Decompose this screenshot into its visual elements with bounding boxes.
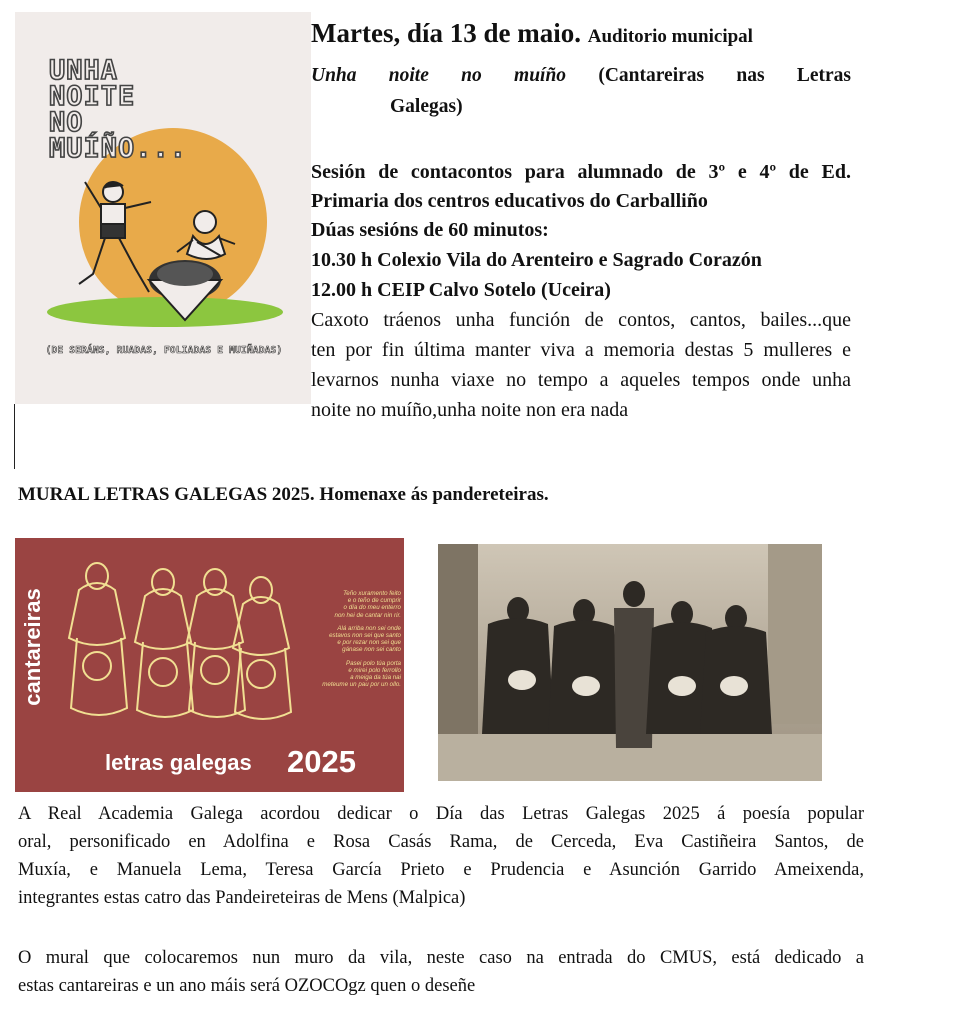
- event-about-line: noite no muíño,unha noite non era nada: [311, 399, 629, 421]
- poster2-year: 2025: [287, 744, 356, 779]
- poster1-title-line: NOITE: [49, 81, 136, 112]
- singer-figure-1: [69, 563, 127, 715]
- article-line: integrantes estas catro das Pandeireteiras de Mens (Malpica): [18, 888, 466, 908]
- verse-line: meteume un pau por un ollo.: [322, 681, 401, 689]
- divider-line: [14, 404, 15, 469]
- event-about-line: ten por fin última manter viva a memoria destas 5 mulleres e: [311, 339, 851, 361]
- article-line: estas cantareiras e un ano máis será OZOCOgz quen o deseñe: [18, 976, 476, 996]
- grass-ellipse: [47, 297, 283, 327]
- poster2-vertical-text: cantareiras: [20, 588, 45, 706]
- event-date-line: [311, 18, 753, 49]
- article-line: A Real Academia Galega acordou dedicar o Día das Letras Galegas 2025 á poesía popular: [18, 804, 864, 824]
- verse-line: estavos non sei que santo: [329, 632, 401, 640]
- event-sessions-heading: Dúas sesións de 60 minutos:: [311, 219, 549, 241]
- poster2-verses: [273, 590, 401, 688]
- event-about-line: Caxoto tráenos unha función de contos, cantos, bailes...que: [311, 309, 851, 331]
- verse-line: Alá arriba non sei onde: [337, 624, 401, 632]
- poster1-title-line: UNHA: [49, 55, 119, 86]
- event-venue: Auditorio municipal: [587, 26, 753, 47]
- article-line: O mural que colocaremos nun muro da vila, neste caso na entrada do CMUS, está dedicado a: [18, 948, 864, 968]
- verse-line: e o teño de cumprir: [347, 597, 401, 605]
- poster1-footer: (DE SERÁNS, RUADAS, FOLIADAS E MUIÑADAS): [45, 345, 283, 356]
- event-about-line: levarnos nunha viaxe no tempo a aqueles tempos onde unha: [311, 369, 851, 391]
- show-title: Unha noite no muíño: [311, 65, 567, 86]
- event-session-1: 10.30 h Colexio Vila do Arenteiro e Sagrado Corazón: [311, 249, 762, 271]
- verse-line: a meiga da túa nai: [350, 674, 401, 682]
- unha-noite-poster: [15, 12, 311, 404]
- article-paragraph-2: [18, 944, 864, 1000]
- mural-heading: MURAL LETRAS GALEGAS 2025. Homenaxe ás pandereteiras.: [18, 484, 549, 505]
- event-date: Martes, día 13 de maio.: [311, 18, 581, 48]
- verse-line: gánase non sei canto: [342, 646, 401, 654]
- historic-photo-pandereteiras: [438, 544, 822, 781]
- verse-line: Pasei polo túa porta: [345, 659, 401, 667]
- verse-line: o día do meu enterro: [343, 604, 401, 612]
- singer-figure-2: [135, 569, 193, 717]
- verse-line: e mirei polo ferrollo: [348, 666, 401, 674]
- event-session-2: 12.00 h CEIP Calvo Sotelo (Uceira): [311, 279, 611, 301]
- verse-line: non hei de cantar nin rir.: [334, 611, 401, 619]
- show-subtitle-a: (Cantareiras nas Letras: [598, 65, 852, 86]
- poster1-title-line: MUÍÑO...: [49, 133, 188, 164]
- verse-line: Teño xuramento feito: [343, 590, 401, 597]
- article-paragraph-1: [18, 800, 864, 912]
- event-desc-line1: Sesión de contacontos para alumnado de 3º e 4º de Ed.: [311, 161, 851, 183]
- event-title-line: [311, 65, 851, 87]
- verse-line: e por rezar non sei que: [337, 639, 401, 647]
- poster1-title-line: NO: [49, 107, 84, 138]
- photo-placeholder: [438, 544, 822, 781]
- show-subtitle-b: Galegas): [390, 96, 463, 117]
- event-desc-line2: Primaria dos centros educativos do Carballiño: [311, 190, 708, 212]
- cantareiras-poster: [15, 538, 404, 792]
- poster2-letras-galegas: letras galegas: [105, 750, 252, 775]
- article-line: Muxía, e Manuela Lema, Teresa García Prieto e Prudencia e Asunción Garrido Ameixenda,: [18, 860, 864, 880]
- article-line: oral, personificado en Adolfina e Rosa Casás Rama, de Cerceda, Eva Castiñeira Santos, de: [18, 832, 864, 852]
